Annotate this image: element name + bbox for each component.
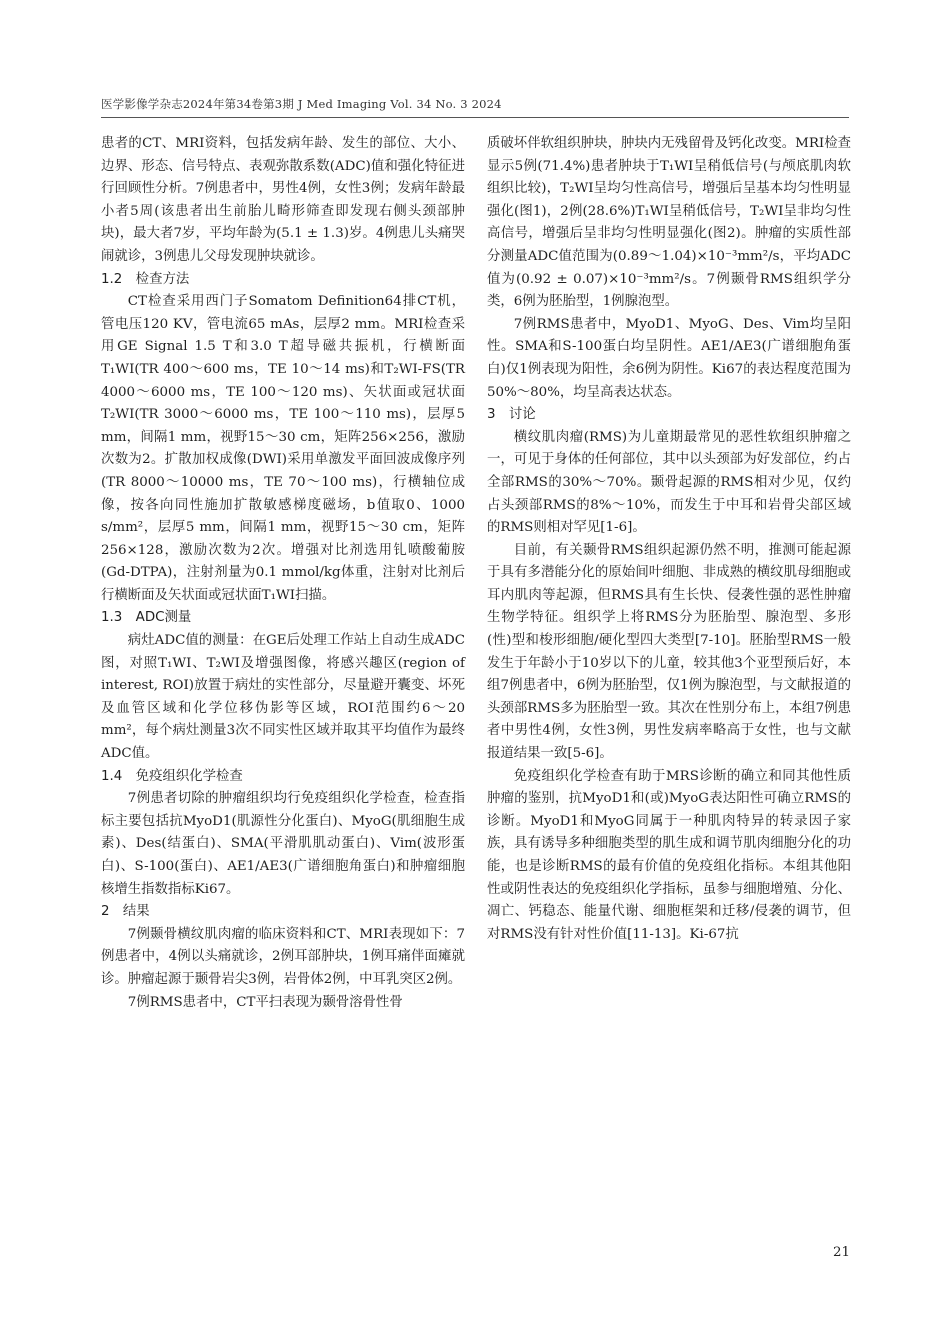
section-heading-1-2: 1.2 检查方法 — [101, 271, 190, 287]
body-paragraph: 患者的CT、MRI资料，包括发病年龄、发生的部位、大小、边界、形态、信号特点、表观弥散系数(ADC)值和强化特征进行回顾性分析。7例患者中，男性4例，女性3例；发病年龄最小者5周(该患者出生前胎儿畸形筛查即发现右侧头颈部肿块)，最大者7岁，平均年龄为(5.1 ± 1.3)岁。4例患儿头痛哭闹就诊，3例患儿父母发现肿块就诊。 — [101, 136, 465, 264]
header-divider — [101, 117, 849, 118]
running-header: 医学影像学杂志2024年第34卷第3期 J Med Imaging Vol. 34 No. 3 2024 — [101, 97, 502, 111]
body-paragraph: 质破坏伴软组织肿块，肿块内无残留骨及钙化改变。MRI检查显示5例(71.4%)患者肿块于T₁WI呈稍低信号(与颅底肌肉软组织比较)，T₂WI呈均匀性高信号，增强后呈基本均匀性明显强化(图1)，2例(28.6%)T₁WI呈稍低信号，T₂WI呈非均匀性高信号，增强后呈非均匀性明显强化(图2)。肿瘤的实质性部分测量ADC值范围为(0.89～1.04)×10⁻³mm²/s，平均ADC值为(0.92 ± 0.07)×10⁻³mm²/s。7例颞骨RMS组织学分类，6例为胚胎型，1例腺泡型。 — [487, 136, 851, 310]
left-column — [101, 133, 465, 1014]
body-paragraph: CT检查采用西门子Somatom Definition64排CT机，管电压120 KV，管电流65 mAs，层厚2 mm。MRI检查采用GE Signal 1.5 T和3.0 T超导磁共振机，行横断面T₁WI(TR 400～600 ms，TE 10～14 ms)和T₂WI-FS(TR 4000～6000 ms，TE 100～120 ms)、矢状面或冠状面T₂WI(TR 3000～6000 ms，TE 100～110 ms)，层厚5 mm，间隔1 mm，视野15～30 cm，矩阵256×256，激励次数为2。扩散加权成像(DWI)采用单激发平面回波成像序列(TR 8000～10000 ms，TE 70～100 ms)，行横轴位成像，按各向同性施加扩散敏感梯度磁场，b值取0、1000 s/mm²，层厚5 mm，间隔1 mm，视野15～30 cm，矩阵256×128，激励次数为2次。增强对比剂选用钆喷酸葡胺(Gd-DTPA)，注射剂量为0.1 mmol/kg体重，注射对比剂后行横断面及矢状面或冠状面T₁WI扫描。 — [101, 294, 465, 603]
page-number: 21 — [832, 1245, 850, 1260]
section-heading-1-4: 1.4 免疫组织化学检查 — [101, 768, 243, 784]
body-paragraph: 7例RMS患者中，MyoD1、MyoG、Des、Vim均呈阳性。SMA和S-100蛋白均呈阴性。AE1/AE3(广谱细胞角蛋白)仅1例表现为阳性，余6例为阴性。Ki67的表达程度范围为50%～80%，均呈高表达状态。 — [487, 316, 851, 400]
body-paragraph: 7例颞骨横纹肌肉瘤的临床资料和CT、MRI表现如下：7例患者中，4例以头痛就诊，2例耳部肿块，1例耳痛伴面瘫就诊。肿瘤起源于颞骨岩尖3例，岩骨体2例，中耳乳突区2例。 — [101, 926, 465, 987]
section-heading-1-3: 1.3 ADC测量 — [101, 610, 192, 626]
body-paragraph: 目前，有关颞骨RMS组织起源仍然不明，推测可能起源于具有多潜能分化的原始间叶细胞、非成熟的横纹肌母细胞或耳内肌肉等起源，但RMS具有生长快、侵袭性强的恶性肿瘤生物学特征。组织学上将RMS分为胚胎型、腺泡型、多形(性)型和梭形细胞/硬化型四大类型[7-10]。胚胎型RMS一般发生于年龄小于10岁以下的儿童，较其他3个亚型预后好，本组7例患者中，6例为胚胎型，仅1例为腺泡型，与文献报道的头颈部RMS多为胚胎型一致。其次在性别分布上，本组7例患者中男性4例，女性3例，男性发病率略高于女性，也与文献报道结果一致[5-6]。 — [487, 542, 851, 762]
body-paragraph: 病灶ADC值的测量：在GE后处理工作站上自动生成ADC图，对照T₁WI、T₂WI及增强图像，将感兴趣区(region of interest, ROI)放置于病灶的实性部分，尽量避开囊变、坏死及血管区域和化学位移伪影等区域，ROI范围约6～20 mm²，每个病灶测量3次不同实性区域并取其平均值作为最终ADC值。 — [101, 633, 465, 762]
section-heading-2: 2 结果 — [101, 904, 150, 920]
body-paragraph: 7例RMS患者中，CT平扫表现为颞骨溶骨性骨 — [127, 994, 403, 1010]
body-paragraph: 横纹肌肉瘤(RMS)为儿童期最常见的恶性软组织肿瘤之一，可见于身体的任何部位，其中以头颈部为好发部位，约占全部RMS的30%～70%。颞骨起源的RMS相对少见，仅约占头颈部RMS的8%～10%，而发生于中耳和岩骨尖部区域的RMS则相对罕见[1-6]。 — [487, 429, 851, 536]
section-heading-3: 3 讨论 — [487, 407, 536, 423]
right-column — [487, 133, 851, 946]
body-paragraph: 免疫组织化学检查有助于MRS诊断的确立和同其他性质肿瘤的鉴别，抗MyoD1和(或)MyoG表达阳性可确立RMS的诊断。MyoD1和MyoG同属于一种肌肉特异的转录因子家族，具有诱导多种细胞类型的肌生成和调节肌肉细胞分化的功能，也是诊断RMS的最有价值的免疫组化指标。本组其他阳性或阴性表达的免疫组织化学指标，虽参与细胞增殖、分化、凋亡、钙稳态、能量代谢、细胞框架和迁移/侵袭的调节，但对RMS没有针对性价值[11-13]。Ki-67抗 — [487, 768, 851, 942]
body-paragraph: 7例患者切除的肿瘤组织均行免疫组织化学检查，检查指标主要包括抗MyoD1(肌源性分化蛋白)、MyoG(肌细胞生成素)、Des(结蛋白)、SMA(平滑肌肌动蛋白)、Vim(波形蛋白)、S-100(蛋白)、AE1/AE3(广谱细胞角蛋白)和肿瘤细胞核增生指数指标Ki67。 — [101, 791, 465, 897]
